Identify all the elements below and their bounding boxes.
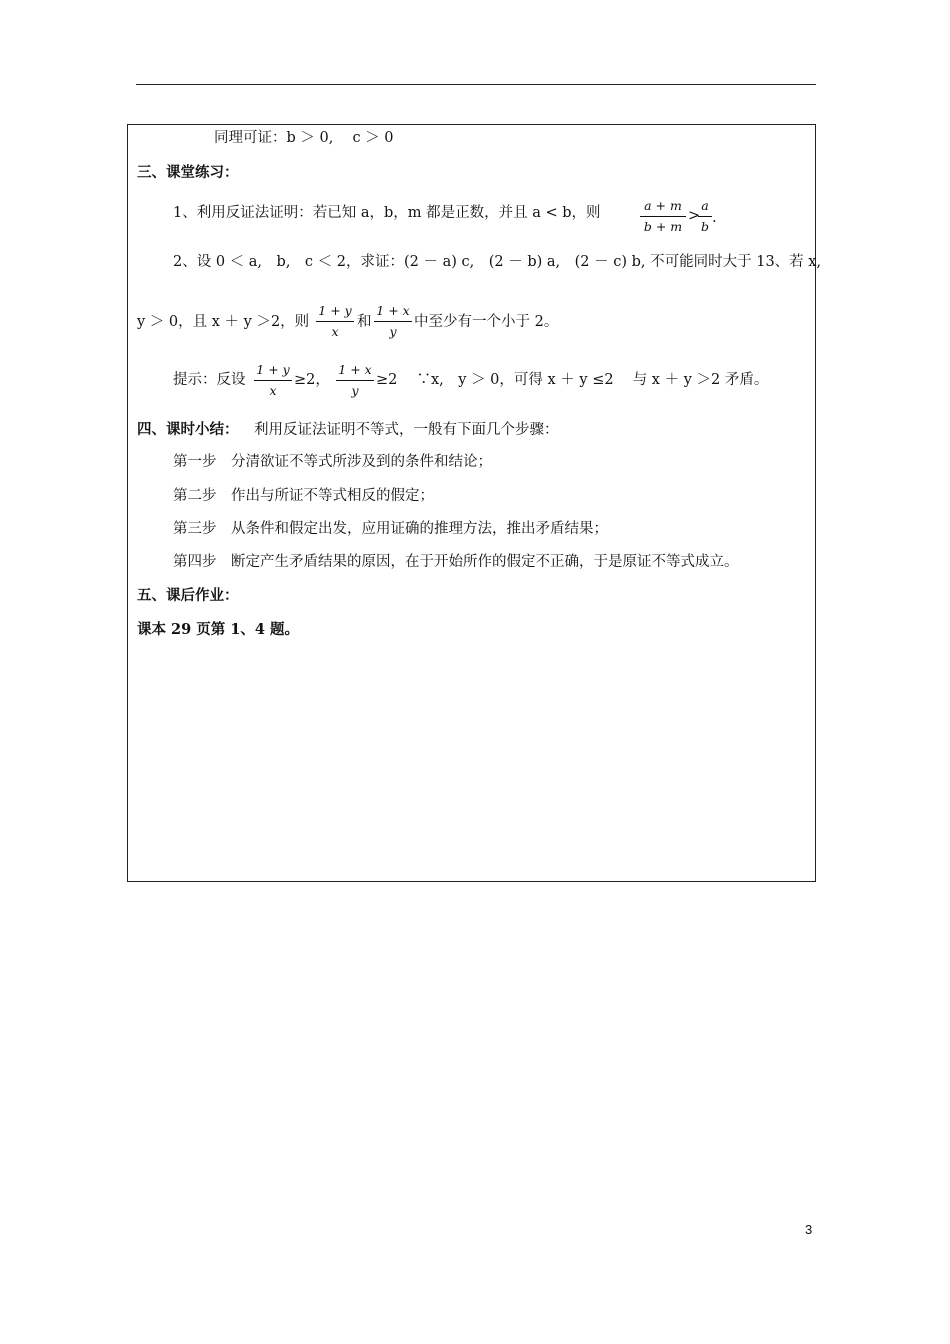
hint-fraction-2: 1 + x y: [336, 362, 374, 399]
exercise3-and: 和: [357, 314, 372, 330]
section4-intro: 利用反证法证明不等式，一般有下面几个步骤：: [254, 422, 559, 438]
exercise3-fraction-1: 1 + y x: [316, 303, 354, 340]
exercise1-text: 1、利用反证法证明：若已知 a，b，m 都是正数，并且 a < b，则: [173, 205, 601, 221]
section5-heading: 五、课后作业：: [137, 587, 239, 604]
hint-geq-1: ≥2，: [294, 372, 330, 388]
section4-heading: 四、课时小结：: [137, 421, 239, 438]
exercise3-suffix: 中至少有一个小于 2。: [414, 314, 559, 330]
header-rule: [136, 84, 816, 85]
hint-suffix: ≥2 ∵x, y ＞ 0，可得 x ＋ y ≤2 与 x ＋ y ＞2 矛盾。: [376, 372, 769, 388]
exercise1-gt: >: [688, 208, 701, 224]
section3-heading: 三、课堂练习：: [137, 164, 239, 181]
proof-similar-line: 同理可证：b ＞ 0, c ＞ 0: [214, 130, 394, 146]
step-3: 第三步 从条件和假定出发，应用证确的推理方法，推出矛盾结果；: [173, 521, 608, 537]
exercise3-fraction-2: 1 + x y: [374, 303, 412, 340]
exercise3-prefix: y ＞ 0，且 x ＋ y ＞2，则: [137, 314, 310, 330]
exercise1-fraction-left: a + m b + m: [640, 198, 686, 235]
step-1: 第一步 分清欲证不等式所涉及到的条件和结论；: [173, 454, 492, 470]
hint-prefix: 提示：反设: [173, 372, 246, 388]
exercise1-end: .: [712, 210, 717, 226]
step-2: 第二步 作出与所证不等式相反的假定；: [173, 488, 434, 504]
page-number: 3: [805, 1222, 813, 1237]
step-4: 第四步 断定产生矛盾结果的原因，在于开始所作的假定不正确，于是原证不等式成立。: [173, 554, 739, 570]
exercise2-line: 2、设 0 ＜ a, b, c ＜ 2，求证：(2 － a) c, (2 － b) a, (2 － c) b, 不可能同时大于 13、若 x,: [173, 254, 822, 270]
exercise1-fraction-right: a b: [698, 198, 712, 235]
hint-fraction-1: 1 + y x: [254, 362, 292, 399]
homework-text: 课本 29 页第 1、4 题。: [137, 621, 300, 638]
